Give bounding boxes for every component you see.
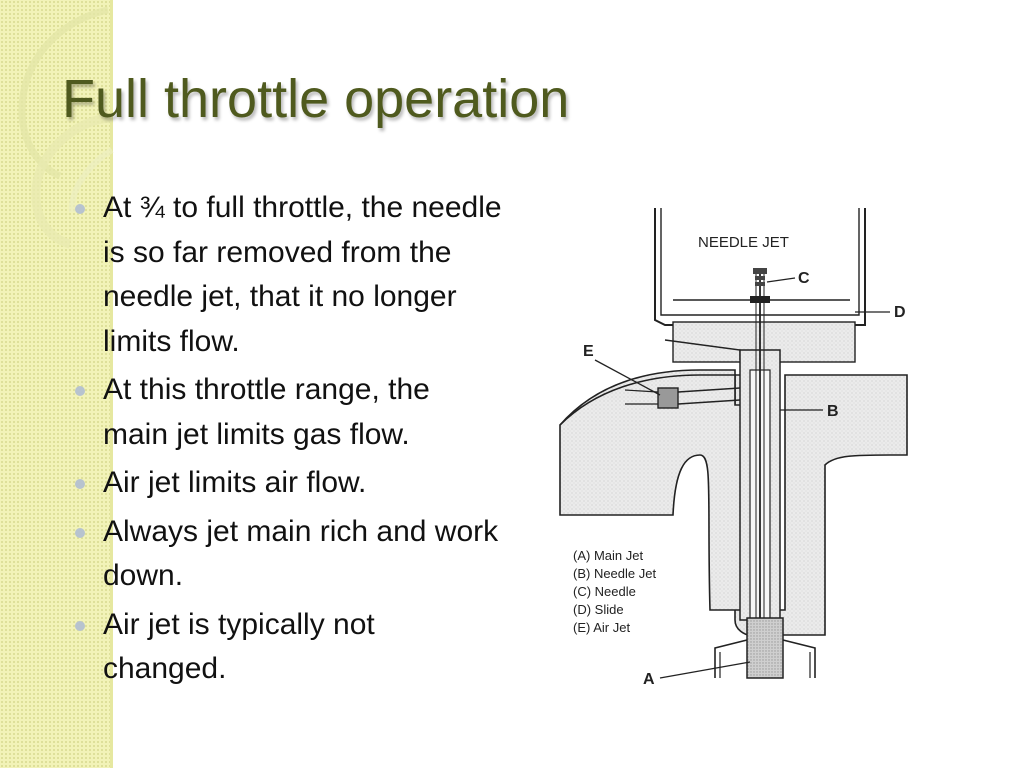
callout-c: C xyxy=(798,270,810,287)
bullet-text: At this throttle range, the main jet limits gas flow. xyxy=(103,373,430,451)
bullet-item xyxy=(72,461,502,506)
carburetor-diagram xyxy=(555,200,920,700)
diagram-legend xyxy=(573,548,656,635)
legend-item: (A) Main Jet xyxy=(573,548,644,563)
needle-jet-header-label: NEEDLE JET xyxy=(698,234,789,251)
bullet-dot-icon xyxy=(75,528,85,538)
bullet-list xyxy=(72,186,502,696)
callout-e: E xyxy=(583,343,594,360)
air-jet xyxy=(658,388,678,408)
legend-item: (E) Air Jet xyxy=(573,620,631,635)
main-jet xyxy=(747,618,783,678)
legend-item: (D) Slide xyxy=(573,602,624,617)
callout-a: A xyxy=(643,671,655,688)
bullet-dot-icon xyxy=(75,479,85,489)
bullet-item xyxy=(72,510,502,599)
bullet-text: Air jet is typically not changed. xyxy=(103,607,375,685)
bullet-item xyxy=(72,186,502,364)
needle-clip xyxy=(753,268,767,274)
slide-title: Full throttle operation xyxy=(62,69,570,129)
bullet-text: At ¾ to full throttle, the needle is so far removed from the needle jet, that it no longer limits flow. xyxy=(103,191,502,358)
callout-d: D xyxy=(894,304,906,321)
legend-item: (C) Needle xyxy=(573,584,636,599)
bullet-item xyxy=(72,603,502,692)
bullet-item xyxy=(72,368,502,457)
bullet-text: Always jet main rich and work down. xyxy=(103,514,499,592)
bullet-dot-icon xyxy=(75,204,85,214)
legend-item: (B) Needle Jet xyxy=(573,566,657,581)
bullet-text: Air jet limits air flow. xyxy=(103,466,367,499)
bullet-dot-icon xyxy=(75,386,85,396)
callout-b: B xyxy=(827,403,839,420)
bullet-dot-icon xyxy=(75,621,85,631)
